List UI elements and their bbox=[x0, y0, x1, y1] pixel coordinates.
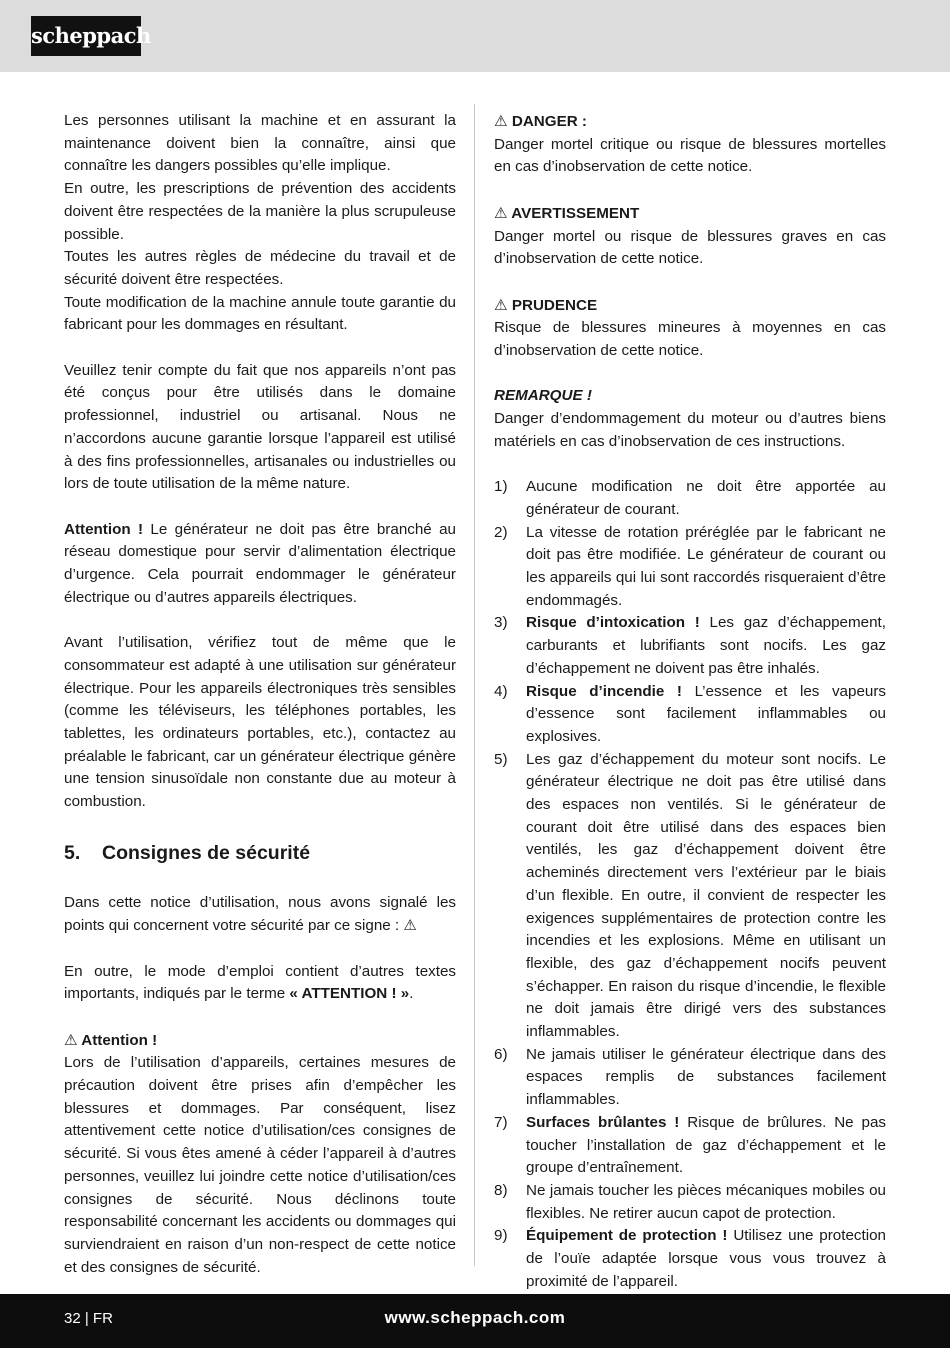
paragraph: Toute modification de la machine annule toute garantie du fabricant pour les dommages en résultant. bbox=[64, 293, 456, 334]
left-column bbox=[64, 110, 456, 1279]
paragraph: Lors de l’utilisation d’appareils, certaines mesures de précaution doivent être prises afin d’empêcher les blessures et dommages. Par conséquent, lisez attentivement cette notice d’utilisation/ces consignes de sécurité. Si vous êtes amené à céder l’appareil à d’autres personnes, veuillez lui joindre cette notice d’utilisation/ces consignes de sécurité. Nous déclinons toute responsabilité concernant les accidents ou dommages qui surviendraient en raison d’un non-respect de cette notice et des consignes de sécurité. bbox=[64, 1054, 456, 1276]
paragraph: En outre, le mode d’emploi contient d’autres textes importants, indiqués par le terme « ATTENTION ! ». bbox=[64, 962, 456, 1003]
safety-list bbox=[494, 476, 886, 1293]
warning-triangle-icon: ⚠ bbox=[494, 295, 508, 314]
page-number: 32 | FR bbox=[64, 1310, 113, 1327]
warning-triangle-icon: ⚠ bbox=[64, 1030, 78, 1049]
section-title: Consignes de sécurité bbox=[102, 842, 311, 865]
note-text: Danger d’endommagement du moteur ou d’autres biens matériels en cas d’inobservation de ces instructions. bbox=[494, 410, 886, 450]
section-number: 5. bbox=[64, 842, 81, 865]
warning-text: Danger mortel ou risque de blessures graves en cas d’inobservation de cette notice. bbox=[494, 227, 886, 268]
right-column bbox=[494, 110, 886, 1294]
paragraph: Les personnes utilisant la machine et en assurant la maintenance doivent bien la connaître, ainsi que connaître les dangers possibles qu’elle implique. bbox=[64, 112, 456, 175]
paragraph: Veuillez tenir compte du fait que nos appareils n’ont pas été conçus pour être utilisés dans le domaine professionnel, industriel ou artisanal. Nous ne n’accordons aucune garantie lorsque l’appareil est utilisé à des fins professionnelles, artisanales ou industrielles ou lors de toute utilisation de la même nature. bbox=[64, 361, 456, 493]
website-link[interactable]: www.scheppach.com bbox=[384, 1308, 566, 1327]
warning-triangle-icon: ⚠ bbox=[494, 203, 508, 222]
danger-heading: ⚠ DANGER : bbox=[494, 112, 587, 130]
attention-heading: ⚠ Attention ! bbox=[64, 1030, 158, 1049]
section-heading bbox=[64, 840, 456, 866]
paragraph: Attention ! Le générateur ne doit pas être branché au réseau domestique pour servir d’alimentation électrique d’urgence. Cela pourrait endommager le générateur électrique ou d’autres appareils électriques. bbox=[64, 520, 456, 606]
attention-label: Attention ! bbox=[64, 520, 144, 538]
paragraph: En outre, les prescriptions de prévention des accidents doivent être respectées de la manière la plus scrupuleuse possible. bbox=[64, 180, 456, 243]
paragraph: Dans cette notice d’utilisation, nous avons signalé les points qui concernent votre sécurité par ce signe : ⚠ bbox=[64, 894, 456, 935]
note-heading: REMARQUE ! bbox=[494, 387, 592, 405]
list-item: 3) Risque d’intoxication ! Les gaz d’échappement, carburants et lubrifiants sont nocifs. Les gaz d’échappement ne doivent pas être inhalés. bbox=[494, 614, 886, 677]
list-item: 6) Ne jamais utiliser le générateur électrique dans des espaces remplis de substances facilement inflammables. bbox=[494, 1045, 886, 1109]
danger-text: Danger mortel critique ou risque de blessures mortelles en cas d’inobservation de cette notice. bbox=[494, 135, 886, 176]
column-divider bbox=[474, 104, 475, 1266]
list-item: 1) Aucune modification ne doit être apportée au générateur de courant. bbox=[494, 478, 886, 518]
caution-text: Risque de blessures mineures à moyennes en cas d’inobservation de cette notice. bbox=[494, 319, 886, 359]
paragraph: Avant l’utilisation, vérifiez tout de même que le consommateur est adapté à une utilisation sur générateur électrique. Pour les appareils électroniques très sensibles (comme les téléviseurs, les téléphones portables, les tablettes, les ordinateurs portables, etc.), contactez au préalable le fabricant, car un générateur électrique génère une tension sinusoïdale non constante due au moteur à combustion. bbox=[64, 634, 456, 811]
list-item: 8) Ne jamais toucher les pièces mécaniques mobiles ou flexibles. Ne retirer aucun capot de protection. bbox=[494, 1181, 886, 1222]
page-footer bbox=[0, 1294, 950, 1348]
list-item: 9) Équipement de protection ! Utilisez une protection de l’ouïe adaptée lorsque vous vous trouvez à proximité de l’appareil. bbox=[494, 1227, 886, 1290]
paragraph: Toutes les autres règles de médecine du travail et de sécurité doivent être respectées. bbox=[64, 248, 456, 288]
warning-heading: ⚠ AVERTISSEMENT bbox=[494, 203, 640, 222]
brand-logo: scheppach bbox=[31, 16, 141, 56]
list-item: 4) Risque d’incendie ! L’essence et les vapeurs d’essence sont facilement inflammables ou explosives. bbox=[494, 682, 886, 745]
caution-heading: ⚠ PRUDENCE bbox=[494, 295, 598, 314]
warning-triangle-icon: ⚠ bbox=[494, 112, 508, 130]
list-item: 2) La vitesse de rotation préréglée par le fabricant ne doit pas être modifiée. Le générateur de courant ou les appareils qui lui sont raccordés risqueraient d’être endommagés. bbox=[494, 523, 886, 609]
list-item: 7) Surfaces brûlantes ! Risque de brûlures. Ne pas toucher l’installation de gaz d’échappement et le groupe d’entraînement. bbox=[494, 1113, 886, 1177]
list-item: 5) Les gaz d’échappement du moteur sont nocifs. Le générateur électrique ne doit pas être utilisé dans des espaces non ventilés. Si le générateur de courant doit être utilisé dans des espaces bien ventilés, les gaz d’échappement doivent être acheminés directement vers l’extérieur par le biais d’un flexible. En outre, il convient de respecter les exigences supplémentaires de protection contre les incendies et les explosions. Même en utilisant un flexible, des gaz d’échappement nocifs peuvent s’échapper. En raison du risque d’incendie, le flexible ne doit jamais être dirigé vers des substances inflammables. bbox=[494, 750, 886, 1041]
page-header bbox=[0, 0, 950, 72]
